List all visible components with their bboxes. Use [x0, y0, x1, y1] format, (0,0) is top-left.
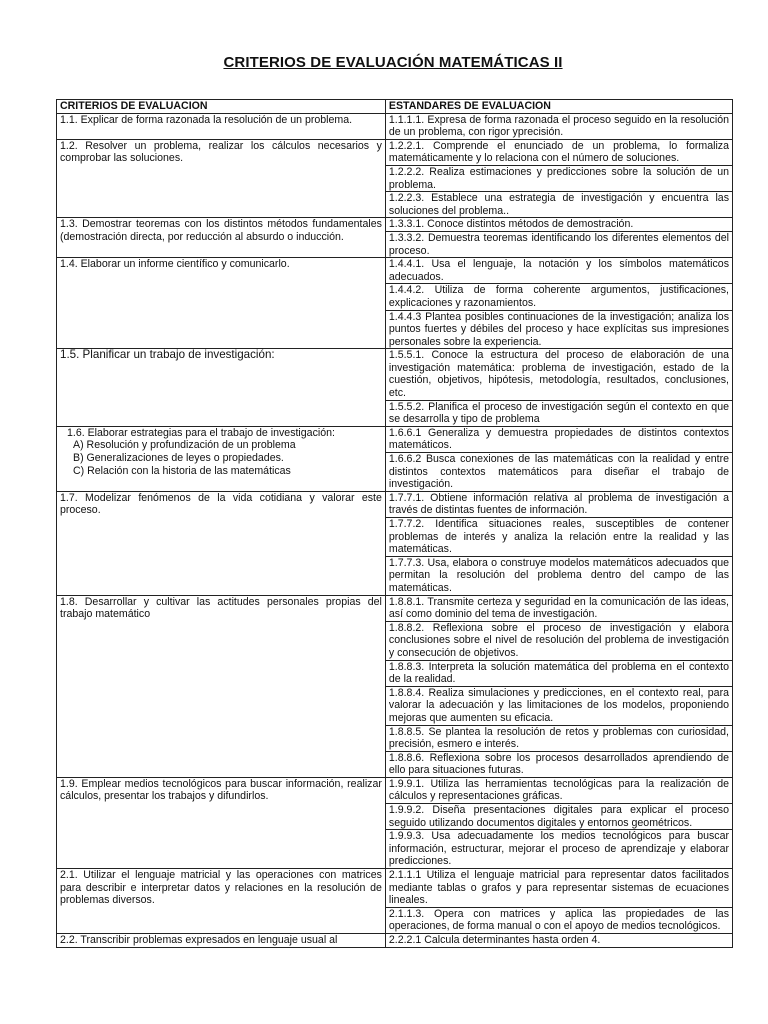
criterion-item: A) Resolución y profundización de un problema	[73, 439, 296, 452]
standard-cell: 1.4.4.3 Plantea posibles continuaciones de la investigación; analiza los puntos fuertes y débiles del proceso y hace explícitas sus impresiones personales sobre la experiencia.	[385, 310, 732, 349]
criterion-cell: 1.3. Demostrar teoremas con los distintos métodos fundamentales (demostración directa, por reducción al absurdo o inducción.	[57, 218, 386, 258]
standard-cell: 2.2.2.1 Calcula determinantes hasta orden 4.	[385, 934, 732, 948]
standard-cell: 1.4.4.1. Usa el lenguaje, la notación y los símbolos matemáticos adecuados.	[385, 258, 732, 284]
header-standards: ESTANDARES DE EVALUACION	[385, 100, 732, 114]
standard-cell: 1.2.2.1. Comprende el enunciado de un problema, lo formaliza matemáticamente y lo relaciona con el número de soluciones.	[385, 139, 732, 165]
standard-cell: 1.8.8.5. Se plantea la resolución de retos y problemas con curiosidad, precisión, esmero e interés.	[385, 725, 732, 751]
header-criteria: CRITERIOS DE EVALUACION	[57, 100, 386, 114]
criterion-cell: 1.7. Modelizar fenómenos de la vida cotidiana y valorar este proceso.	[57, 491, 386, 595]
standard-cell: 1.6.6.2 Busca conexiones de las matemáticas con la realidad y entre distintos contextos matemáticos para diseñar el trabajo de investigación.	[385, 453, 732, 492]
standard-cell: 1.1.1.1. Expresa de forma razonada el proceso seguido en la resolución de un problema, con rigor yprecisión.	[385, 113, 732, 139]
standard-cell: 1.5.5.2. Planifica el proceso de investigación según el contexto en que se desarrolla y tipo de problema	[385, 400, 732, 426]
criterion-item: B) Generalizaciones de leyes o propiedades.	[73, 452, 284, 465]
standard-cell: 1.7.7.3. Usa, elabora o construye modelos matemáticos adecuados que permitan la resolución del problema dentro del campo de las matemáticas.	[385, 556, 732, 595]
criterion-cell: 2.1. Utilizar el lenguaje matricial y las operaciones con matrices para describir e interpretar datos y relaciones en la resolución de problemas diversos.	[57, 869, 386, 934]
standard-cell: 1.9.9.1. Utiliza las herramientas tecnológicas para la realización de cálculos y representaciones gráficas.	[385, 777, 732, 803]
criterion-cell: 1.8. Desarrollar y cultivar las actitudes personales propias del trabajo matemático	[57, 595, 386, 777]
standard-cell: 1.2.2.2. Realiza estimaciones y predicciones sobre la solución de un problema.	[385, 165, 732, 191]
table-row	[57, 426, 733, 452]
table-row	[57, 139, 733, 165]
standard-cell: 1.4.4.2. Utiliza de forma coherente argumentos, justificaciones, explicaciones y razonamientos.	[385, 284, 732, 310]
standard-cell: 1.9.9.3. Usa adecuadamente los medios tecnológicos para buscar información, estructurar, mejorar el proceso de aprendizaje y elaborar predicciones.	[385, 830, 732, 869]
table-row	[57, 113, 733, 139]
criterion-cell: 1.5. Planificar un trabajo de investigación:	[57, 349, 386, 427]
table-row	[57, 258, 733, 284]
criterion-cell: 1.4. Elaborar un informe científico y comunicarlo.	[57, 258, 386, 349]
standard-cell: 1.3.3.1. Conoce distintos métodos de demostración.	[385, 218, 732, 232]
criterion-cell: 1.2. Resolver un problema, realizar los cálculos necesarios y comprobar las soluciones.	[57, 139, 386, 218]
table-row	[57, 869, 733, 908]
criterion-text: 1.6. Elaborar estrategias para el trabajo de investigación:	[67, 426, 335, 439]
table-row	[57, 595, 733, 621]
criterion-cell: 1.1. Explicar de forma razonada la resolución de un problema.	[57, 113, 386, 139]
criterion-cell: 1.9. Emplear medios tecnológicos para buscar información, realizar cálculos, presentar los trabajos y difundirlos.	[57, 777, 386, 868]
standard-cell: 1.6.6.1 Generaliza y demuestra propiedades de distintos contextos matemáticos.	[385, 426, 732, 452]
standard-cell: 1.5.5.1. Conoce la estructura del proceso de elaboración de una investigación matemática: problema de investigación, estado de la cuestión, objetivos, hipótesis, metodología, resultados, conclusiones, etc.	[385, 349, 732, 400]
criterion-cell: 2.2. Transcribir problemas expresados en lenguaje usual al	[57, 934, 386, 948]
standard-cell: 1.7.7.1. Obtiene información relativa al problema de investigación a través de distintas fuentes de información.	[385, 491, 732, 517]
standard-cell: 1.8.8.4. Realiza simulaciones y predicciones, en el contexto real, para valorar la adecuación y las limitaciones de los modelos, proponiendo mejoras que aumenten su eficacia.	[385, 686, 732, 725]
standard-cell: 2.1.1.1 Utiliza el lenguaje matricial para representar datos facilitados mediante tablas o grafos y para representar sistemas de ecuaciones lineales.	[385, 869, 732, 908]
standard-cell: 1.8.8.1. Transmite certeza y seguridad en la comunicación de las ideas, así como dominio del tema de investigación.	[385, 595, 732, 621]
table-row	[57, 777, 733, 803]
page-title: CRITERIOS DE EVALUACIÓN MATEMÁTICAS II	[223, 54, 563, 71]
standard-cell: 1.8.8.6. Reflexiona sobre los procesos desarrollados aprendiendo de ello para situaciones futuras.	[385, 751, 732, 777]
criteria-table	[56, 99, 733, 948]
criterion-item: C) Relación con la historia de las matemáticas	[73, 464, 291, 477]
standard-cell: 1.7.7.2. Identifica situaciones reales, susceptibles de contener problemas de interés y analiza la relación entre la realidad y las matemáticas.	[385, 518, 732, 557]
table-row	[57, 491, 733, 517]
table-row	[57, 349, 733, 400]
table-row	[57, 218, 733, 232]
standard-cell: 1.3.3.2. Demuestra teoremas identificando los diferentes elementos del proceso.	[385, 231, 732, 257]
standard-cell: 1.2.2.3. Establece una estrategia de investigación y encuentra las soluciones del problema..	[385, 192, 732, 218]
table-row	[57, 934, 733, 948]
standard-cell: 1.9.9.2. Diseña presentaciones digitales para explicar el proceso seguido utilizando documentos digitales y entornos geométricos.	[385, 804, 732, 830]
criterion-cell	[57, 426, 386, 491]
standard-cell: 2.1.1.3. Opera con matrices y aplica las propiedades de las operaciones, de forma manual o con el apoyo de medios tecnológicos.	[385, 907, 732, 933]
standard-cell: 1.8.8.3. Interpreta la solución matemática del problema en el contexto de la realidad.	[385, 660, 732, 686]
standard-cell: 1.8.8.2. Reflexiona sobre el proceso de investigación y elabora conclusiones sobre el nivel de resolución del problema de investigación y consecución de objetivos.	[385, 621, 732, 660]
table-header-row	[57, 100, 733, 114]
